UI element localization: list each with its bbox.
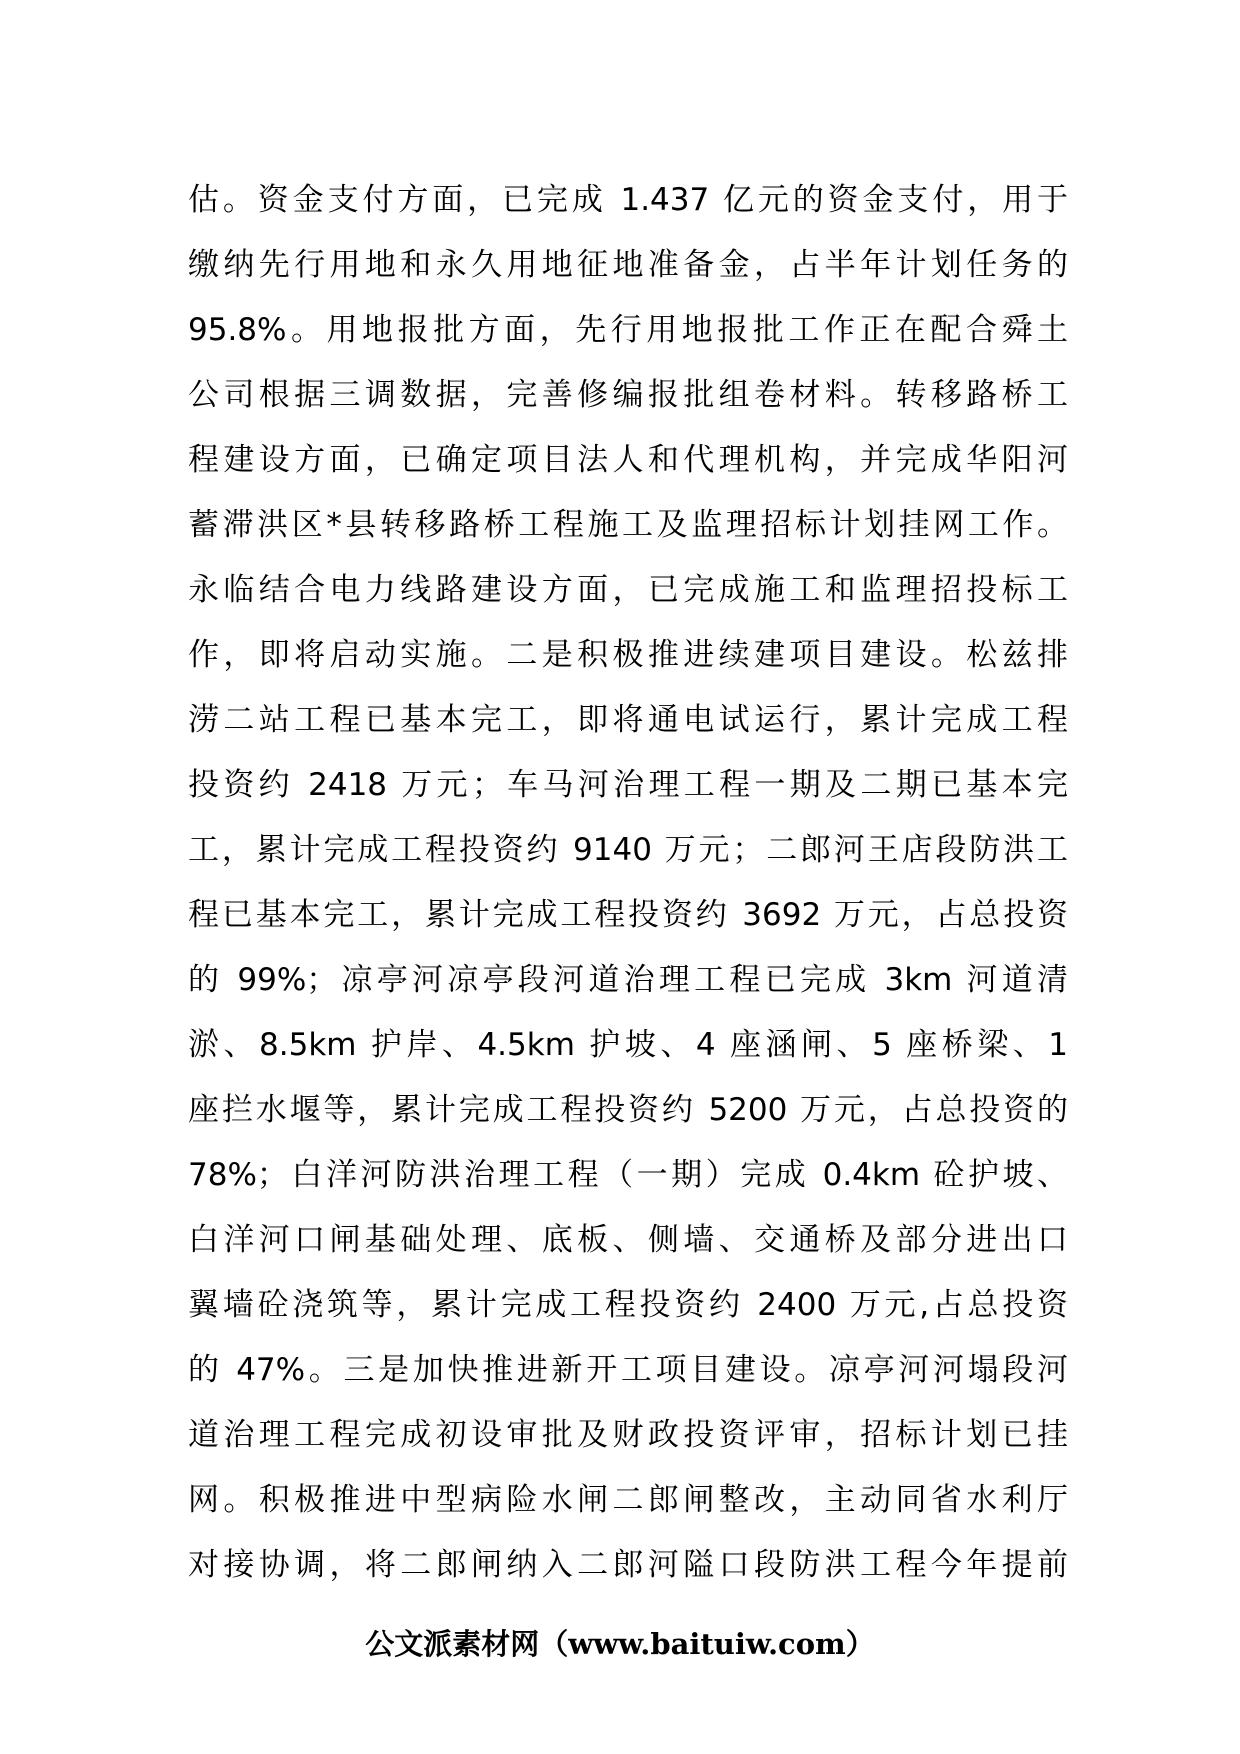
text-line: 网。积极推进中型病险水闸二郎闸整改，主动同省水利厅 (188, 1482, 1068, 1518)
text-line: 估。资金支付方面，已完成 1.437 亿元的资金支付，用于 (188, 182, 1068, 218)
text-line: 白洋河口闸基础处理、底板、侧墙、交通桥及部分进出口 (188, 1222, 1068, 1258)
page-footer-source: 公文派素材网（www.baituiw.com） (365, 1627, 875, 1661)
text-line: 作，即将启动实施。二是积极推进续建项目建设。松兹排 (188, 637, 1068, 673)
text-line: 程已基本完工，累计完成工程投资约 3692 万元，占总投资 (188, 897, 1068, 933)
body-paragraph (188, 168, 1068, 1598)
text-line: 公司根据三调数据，完善修编报批组卷材料。转移路桥工 (188, 377, 1068, 413)
text-line: 的 47%。三是加快推进新开工项目建设。凉亭河河塌段河 (188, 1352, 1068, 1388)
text-line: 工，累计完成工程投资约 9140 万元；二郎河王店段防洪工 (188, 832, 1068, 868)
text-line: 投资约 2418 万元；车马河治理工程一期及二期已基本完 (188, 767, 1068, 803)
text-line: 永临结合电力线路建设方面，已完成施工和监理招投标工 (188, 572, 1068, 608)
text-line: 95.8%。用地报批方面，先行用地报批工作正在配合舜土 (188, 312, 1068, 348)
text-line: 道治理工程完成初设审批及财政投资评审，招标计划已挂 (188, 1417, 1068, 1453)
text-line: 翼墙砼浇筑等，累计完成工程投资约 2400 万元,占总投资 (188, 1287, 1068, 1323)
text-line: 座拦水堰等，累计完成工程投资约 5200 万元，占总投资的 (188, 1092, 1068, 1128)
text-line: 涝二站工程已基本完工，即将通电试运行，累计完成工程 (188, 702, 1068, 738)
text-line: 蓄滞洪区*县转移路桥工程施工及监理招标计划挂网工作。 (188, 507, 1068, 543)
text-line: 淤、8.5km 护岸、4.5km 护坡、4 座涵闸、5 座桥梁、1 (188, 1027, 1068, 1063)
text-line: 78%；白洋河防洪治理工程（一期）完成 0.4km 砼护坡、 (188, 1157, 1068, 1193)
text-line: 的 99%；凉亭河凉亭段河道治理工程已完成 3km 河道清 (188, 962, 1068, 998)
text-line: 程建设方面，已确定项目法人和代理机构，并完成华阳河 (188, 442, 1068, 478)
text-line: 缴纳先行用地和永久用地征地准备金，占半年计划任务的 (188, 247, 1068, 283)
text-line: 对接协调，将二郎闸纳入二郎河隘口段防洪工程今年提前 (188, 1547, 1068, 1583)
